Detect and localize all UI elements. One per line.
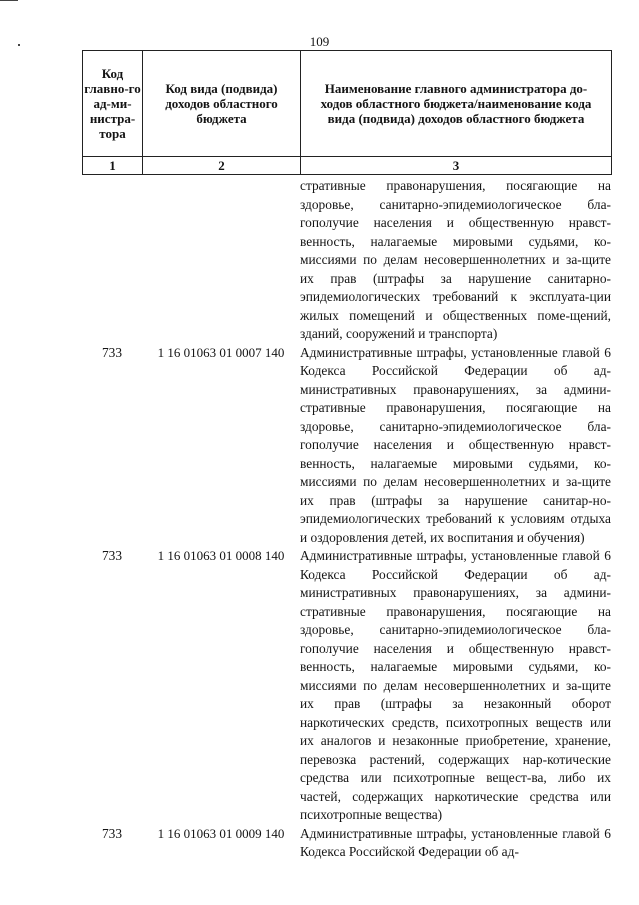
table-row [82, 344, 614, 548]
header-name: Наименование главного администратора до-ходов областного бюджета/наименование кода вида (подвида) доходов областного бюджета [301, 51, 612, 157]
page-number: 109 [309, 34, 330, 49]
table-row [82, 547, 614, 825]
column-number-1: 1 [83, 157, 143, 175]
revenue-code: 1 16 01063 01 0009 140 [157, 825, 285, 841]
revenue-code [142, 177, 300, 344]
revenue-code: 1 16 01063 01 0008 140 [157, 548, 285, 563]
column-number-row [83, 157, 612, 175]
revenue-name: Административные штрафы, установленные главой 6 Кодекса Российской Федерации об ад- [300, 825, 611, 859]
admin-code: 733 [101, 825, 123, 841]
revenue-name: Административные штрафы, установленные главой 6 Кодекса Российской Федерации об ад-министративных правонарушениях, за админи-стративные правонарушения, посягающие на здоровье, санитарно-эпидемиологическое бла-гополучие населения и общественную нравст-венность, налагаемые мировыми судьями, ко-миссиями по делам несовершеннолетних и за-щите их прав (штрафы за нарушение санитар-но-эпидемиологических требований к условиям отдыха и оздоровления детей, их воспитания и обучения) [300, 344, 611, 545]
header-revenue-code: Код вида (подвида) доходов областного бюджета [143, 51, 301, 157]
admin-code: 733 [101, 344, 123, 360]
table-row [82, 177, 614, 344]
revenue-name: Административные штрафы, установленные главой 6 Кодекса Российской Федерации об ад-министративных правонарушениях, за админи-стративные правонарушения, посягающие на здоровье, санитарно-эпидемиологическое бла-гополучие населения и общественную нравст-венность, налагаемые мировыми судьями, ко-миссиями по делам несовершеннолетних и за-щите их прав (штрафы за незаконный оборот наркотических средств, психотропных веществ или их аналогов и незаконные приобретение, хранение, перевозка растений, содержащих нар-котические средства или психотропные вещест-ва, либо их частей, содержащих наркотические средства или психотропные вещества) [300, 548, 611, 822]
table-row [82, 825, 614, 862]
table-body [82, 177, 614, 862]
revenue-name: стративные правонарушения, посягающие на здоровье, санитарно-эпидемиологическое бла-гополучие населения и общественную нравст-венность, налагаемые мировыми судьями, ко-миссиями по делам несовершеннолетних и за-щите их прав (штрафы за нарушение санитарно-эпидемиологических требований к эксплуата-ции жилых помещений и общественных поме-щений, зданий, сооружений и транспорта) [300, 178, 611, 341]
column-number-2: 2 [143, 157, 301, 175]
revenue-code: 1 16 01063 01 0007 140 [157, 344, 285, 360]
scan-mark-top [0, 0, 18, 1]
column-number-3: 3 [301, 157, 612, 175]
header-row [83, 51, 612, 157]
admin-code [82, 177, 142, 344]
header-admin-code: Код главно-го ад-ми-нистра-тора [83, 51, 143, 157]
admin-code: 733 [101, 548, 123, 563]
header-table [82, 50, 612, 175]
